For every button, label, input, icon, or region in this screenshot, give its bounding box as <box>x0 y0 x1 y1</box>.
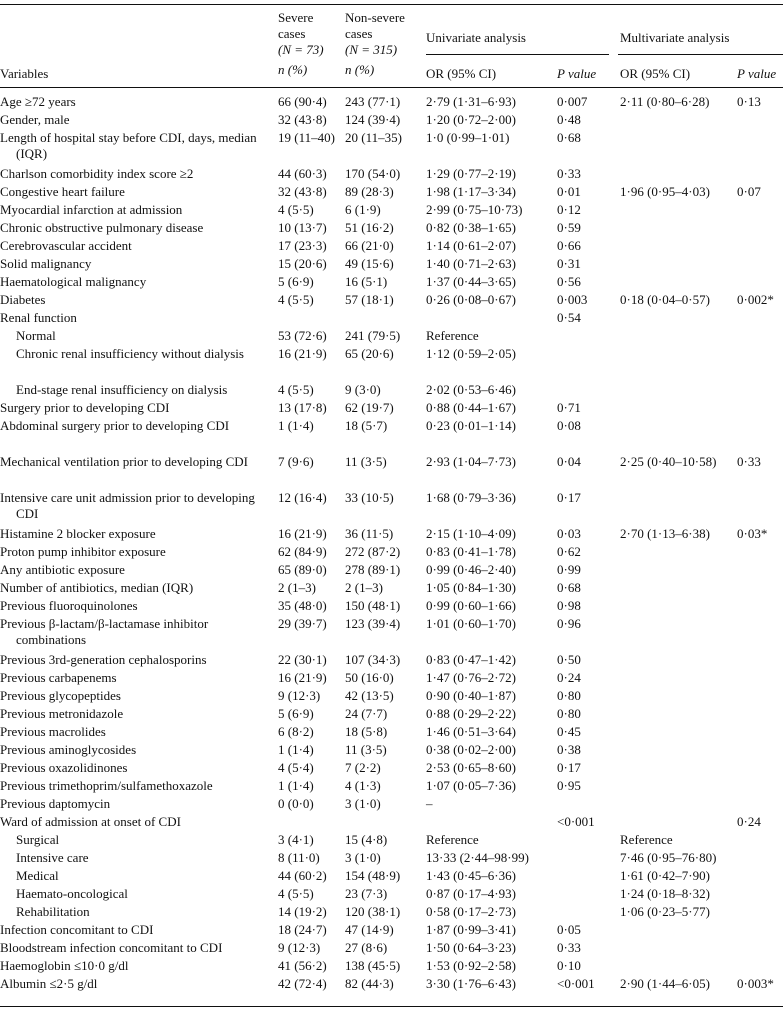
cell-nonsevere: 11 (3·5) <box>345 742 387 757</box>
row-label: Previous aminoglycosides <box>0 742 137 757</box>
header-multivariate-or: OR (95% CI) <box>620 66 691 81</box>
row-label: Rehabilitation <box>16 904 90 919</box>
cell-uor: 1·05 (0·84–1·30) <box>426 580 516 595</box>
cell-uor: 1·0 (0·99–1·01) <box>426 130 510 145</box>
cell-up: 0·45 <box>557 724 581 739</box>
cell-up: 0·50 <box>557 652 581 667</box>
cell-uor: 2·15 (1·10–4·09) <box>426 526 516 541</box>
cell-up: <0·001 <box>557 976 595 991</box>
cell-severe: 35 (48·0) <box>278 598 327 613</box>
cell-nonsevere: 120 (38·1) <box>345 904 401 919</box>
cell-up: 0·17 <box>557 490 581 505</box>
cell-up: 0·01 <box>557 184 581 199</box>
univariate-rule <box>426 54 609 55</box>
cell-nonsevere: 62 (19·7) <box>345 400 394 415</box>
header-multivariate: Multivariate analysis <box>620 30 730 45</box>
row-label: Charlson comorbidity index score ≥2 <box>0 166 194 181</box>
cell-severe: 4 (5·4) <box>278 760 314 775</box>
row-label: Medical <box>16 868 59 883</box>
cell-nonsevere: 170 (54·0) <box>345 166 401 181</box>
cell-severe: 32 (43·8) <box>278 184 327 199</box>
cell-uor: 0·88 (0·44–1·67) <box>426 400 516 415</box>
cell-nonsevere: 57 (18·1) <box>345 292 394 307</box>
cell-severe: 41 (56·2) <box>278 958 327 973</box>
cell-nonsevere: 16 (5·1) <box>345 274 388 289</box>
row-label: Previous trimethoprim/sulfamethoxazole <box>0 778 213 793</box>
cell-severe: 9 (12·3) <box>278 688 321 703</box>
cell-up: 0·98 <box>557 598 581 613</box>
header-univariate-or: OR (95% CI) <box>426 66 497 81</box>
header-rule <box>0 87 783 88</box>
cell-uor: 0·83 (0·47–1·42) <box>426 652 516 667</box>
cell-mp: 0·33 <box>737 454 761 469</box>
cell-up: 0·66 <box>557 238 581 253</box>
cell-severe: 7 (9·6) <box>278 454 314 469</box>
cell-nonsevere: 24 (7·7) <box>345 706 388 721</box>
cell-nonsevere: 124 (39·4) <box>345 112 401 127</box>
header-nonsevere-1: Non-severe <box>345 10 405 25</box>
cell-severe: 32 (43·8) <box>278 112 327 127</box>
row-label: Intensive care unit admission prior to developing CDI <box>0 490 255 521</box>
cell-nonsevere: 123 (39·4) <box>345 616 401 631</box>
row-label: Intensive care <box>16 850 89 865</box>
cell-severe: 8 (11·0) <box>278 850 320 865</box>
cell-up: 0·03 <box>557 526 581 541</box>
cell-nonsevere: 51 (16·2) <box>345 220 394 235</box>
cell-up: 0·05 <box>557 922 581 937</box>
cell-mp: 0·002* <box>737 292 774 307</box>
header-variables: Variables <box>0 66 49 81</box>
cell-severe: 6 (8·2) <box>278 724 314 739</box>
cell-nonsevere: 107 (34·3) <box>345 652 401 667</box>
row-label: Albumin ≤2·5 g/dl <box>0 976 98 991</box>
cell-up: 0·96 <box>557 616 581 631</box>
cell-uor: 1·07 (0·05–7·36) <box>426 778 516 793</box>
cell-severe: 16 (21·9) <box>278 526 327 541</box>
row-label: Surgical <box>16 832 60 847</box>
cell-mor: 7·46 (0·95–76·80) <box>620 850 717 865</box>
header-severe-1: Severe <box>278 10 314 25</box>
cell-severe: 5 (6·9) <box>278 274 314 289</box>
row-label: Previous macrolides <box>0 724 106 739</box>
row-label: Myocardial infarction at admission <box>0 202 183 217</box>
cell-up: 0·33 <box>557 940 581 955</box>
row-label: Haematological malignancy <box>0 274 147 289</box>
row-label: Mechanical ventilation prior to developing CDI <box>0 454 249 469</box>
cell-nonsevere: 4 (1·3) <box>345 778 381 793</box>
cell-uor: 1·87 (0·99–3·41) <box>426 922 516 937</box>
cell-up: 0·31 <box>557 256 581 271</box>
cell-uor: 0·58 (0·17–2·73) <box>426 904 516 919</box>
cell-mp: 0·03* <box>737 526 768 541</box>
cell-uor: 0·90 (0·40–1·87) <box>426 688 516 703</box>
cell-up: 0·04 <box>557 454 581 469</box>
cell-nonsevere: 2 (1–3) <box>345 580 383 595</box>
cell-severe: 17 (23·3) <box>278 238 327 253</box>
cell-nonsevere: 18 (5·7) <box>345 418 388 433</box>
cell-uor: 1·50 (0·64–3·23) <box>426 940 516 955</box>
cell-mor: 1·61 (0·42–7·90) <box>620 868 710 883</box>
header-severe-n: (N = 73) <box>278 42 324 57</box>
cell-nonsevere: 18 (5·8) <box>345 724 388 739</box>
cell-severe: 1 (1·4) <box>278 418 314 433</box>
cell-nonsevere: 7 (2·2) <box>345 760 381 775</box>
row-label: Gender, male <box>0 112 70 127</box>
cell-nonsevere: 138 (45·5) <box>345 958 401 973</box>
cell-mp: 0·24 <box>737 814 761 829</box>
cell-severe: 16 (21·9) <box>278 670 327 685</box>
row-label: Histamine 2 blocker exposure <box>0 526 156 541</box>
cell-uor: Reference <box>426 832 479 847</box>
row-label: Previous fluoroquinolones <box>0 598 138 613</box>
cell-severe: 19 (11–40) <box>278 130 335 145</box>
cell-severe: 4 (5·5) <box>278 382 314 397</box>
cell-severe: 44 (60·2) <box>278 868 327 883</box>
row-label: Bloodstream infection concomitant to CDI <box>0 940 223 955</box>
row-label: Previous oxazolidinones <box>0 760 128 775</box>
cell-uor: 1·68 (0·79–3·36) <box>426 490 516 505</box>
cell-up: 0·71 <box>557 400 581 415</box>
cell-uor: 0·99 (0·60–1·66) <box>426 598 516 613</box>
cell-severe: 10 (13·7) <box>278 220 327 235</box>
cell-up: 0·12 <box>557 202 581 217</box>
cell-mor: 1·06 (0·23–5·77) <box>620 904 710 919</box>
cell-nonsevere: 42 (13·5) <box>345 688 394 703</box>
cell-uor: 2·99 (0·75–10·73) <box>426 202 523 217</box>
row-label: Previous metronidazole <box>0 706 124 721</box>
cell-nonsevere: 241 (79·5) <box>345 328 401 343</box>
row-label: Chronic obstructive pulmonary disease <box>0 220 204 235</box>
cell-severe: 53 (72·6) <box>278 328 327 343</box>
cell-nonsevere: 11 (3·5) <box>345 454 387 469</box>
cell-uor: 0·87 (0·17–4·93) <box>426 886 516 901</box>
cell-severe: 1 (1·4) <box>278 742 314 757</box>
cell-severe: 4 (5·5) <box>278 886 314 901</box>
row-label: Previous 3rd-generation cephalosporins <box>0 652 207 667</box>
cell-nonsevere: 36 (11·5) <box>345 526 394 541</box>
row-label: Previous carbapenems <box>0 670 117 685</box>
row-label: Diabetes <box>0 292 46 307</box>
cell-severe: 15 (20·6) <box>278 256 327 271</box>
row-label: Previous glycopeptides <box>0 688 121 703</box>
cell-up: 0·56 <box>557 274 581 289</box>
cell-up: 0·007 <box>557 94 588 109</box>
cell-uor: 0·99 (0·46–2·40) <box>426 562 516 577</box>
cell-uor: 0·23 (0·01–1·14) <box>426 418 516 433</box>
cell-up: 0·99 <box>557 562 581 577</box>
cell-uor: 0·38 (0·02–2·00) <box>426 742 516 757</box>
header-severe-2: cases <box>278 26 306 41</box>
cell-nonsevere: 66 (21·0) <box>345 238 394 253</box>
cell-up: 0·62 <box>557 544 581 559</box>
cell-uor: 0·88 (0·29–2·22) <box>426 706 516 721</box>
cell-uor: – <box>426 796 433 811</box>
cell-severe: 4 (5·5) <box>278 292 314 307</box>
cell-nonsevere: 272 (87·2) <box>345 544 401 559</box>
cell-up: 0·68 <box>557 580 581 595</box>
row-label: Any antibiotic exposure <box>0 562 125 577</box>
cell-severe: 16 (21·9) <box>278 346 327 361</box>
row-label: Length of hospital stay before CDI, days, median (IQR) <box>0 130 257 161</box>
cell-severe: 12 (16·4) <box>278 490 327 505</box>
row-label: Chronic renal insufficiency without dialysis <box>16 346 244 361</box>
row-label: Previous daptomycin <box>0 796 111 811</box>
cell-up: 0·38 <box>557 742 581 757</box>
cell-nonsevere: 150 (48·1) <box>345 598 401 613</box>
cell-nonsevere: 47 (14·9) <box>345 922 394 937</box>
header-nonsevere-unit: n (%) <box>345 62 375 77</box>
row-label: Proton pump inhibitor exposure <box>0 544 166 559</box>
cell-up: 0·68 <box>557 130 581 145</box>
cell-uor: 2·02 (0·53–6·46) <box>426 382 516 397</box>
row-label: Haemoglobin ≤10·0 g/dl <box>0 958 129 973</box>
cell-severe: 5 (6·9) <box>278 706 314 721</box>
cell-uor: 0·82 (0·38–1·65) <box>426 220 516 235</box>
row-label: Previous β-lactam/β-lactamase inhibitor combinations <box>0 616 209 647</box>
cell-up: 0·80 <box>557 688 581 703</box>
header-univariate-p: P value <box>557 66 597 81</box>
cell-mor: 1·24 (0·18–8·32) <box>620 886 710 901</box>
cell-mor: 2·70 (1·13–6·38) <box>620 526 710 541</box>
cell-up: 0·003 <box>557 292 588 307</box>
cell-up: 0·17 <box>557 760 581 775</box>
cell-nonsevere: 49 (15·6) <box>345 256 394 271</box>
row-label: End-stage renal insufficiency on dialysis <box>16 382 228 397</box>
cell-mor: Reference <box>620 832 673 847</box>
cell-severe: 44 (60·3) <box>278 166 327 181</box>
cell-uor: 3·30 (1·76–6·43) <box>426 976 516 991</box>
cell-uor: 1·98 (1·17–3·34) <box>426 184 516 199</box>
cell-mor: 2·11 (0·80–6·28) <box>620 94 710 109</box>
cell-uor: 1·53 (0·92–2·58) <box>426 958 516 973</box>
top-rule <box>0 4 783 5</box>
cell-uor: 2·93 (1·04–7·73) <box>426 454 516 469</box>
cell-up: 0·48 <box>557 112 581 127</box>
cell-uor: 1·43 (0·45–6·36) <box>426 868 516 883</box>
cell-severe: 4 (5·5) <box>278 202 314 217</box>
header-univariate: Univariate analysis <box>426 30 526 45</box>
cell-up: 0·33 <box>557 166 581 181</box>
cell-uor: 0·83 (0·41–1·78) <box>426 544 516 559</box>
cell-uor: 1·47 (0·76–2·72) <box>426 670 516 685</box>
cell-severe: 22 (30·1) <box>278 652 327 667</box>
cell-nonsevere: 15 (4·8) <box>345 832 388 847</box>
cell-severe: 13 (17·8) <box>278 400 327 415</box>
header-nonsevere-n: (N = 315) <box>345 42 398 57</box>
cell-up: 0·95 <box>557 778 581 793</box>
cell-uor: 13·33 (2·44–98·99) <box>426 850 529 865</box>
row-label: Infection concomitant to CDI <box>0 922 154 937</box>
row-label: Congestive heart failure <box>0 184 125 199</box>
row-label: Normal <box>16 328 56 343</box>
cell-uor: 1·29 (0·77–2·19) <box>426 166 516 181</box>
row-label: Renal function <box>0 310 77 325</box>
cell-nonsevere: 278 (89·1) <box>345 562 401 577</box>
cell-uor: 2·79 (1·31–6·93) <box>426 94 516 109</box>
cell-severe: 29 (39·7) <box>278 616 327 631</box>
cell-severe: 1 (1·4) <box>278 778 314 793</box>
row-label: Ward of admission at onset of CDI <box>0 814 181 829</box>
cell-mor: 1·96 (0·95–4·03) <box>620 184 710 199</box>
cell-severe: 14 (19·2) <box>278 904 327 919</box>
cell-uor: 1·12 (0·59–2·05) <box>426 346 516 361</box>
cell-mor: 2·25 (0·40–10·58) <box>620 454 717 469</box>
cell-up: 0·54 <box>557 310 581 325</box>
cell-mor: 2·90 (1·44–6·05) <box>620 976 710 991</box>
cell-nonsevere: 3 (1·0) <box>345 796 381 811</box>
cell-nonsevere: 154 (48·9) <box>345 868 401 883</box>
cell-severe: 42 (72·4) <box>278 976 327 991</box>
cell-nonsevere: 50 (16·0) <box>345 670 394 685</box>
row-label: Surgery prior to developing CDI <box>0 400 170 415</box>
cell-severe: 65 (89·0) <box>278 562 327 577</box>
cell-nonsevere: 6 (1·9) <box>345 202 381 217</box>
cell-mp: 0·13 <box>737 94 761 109</box>
cell-uor: 0·26 (0·08–0·67) <box>426 292 516 307</box>
cell-severe: 66 (90·4) <box>278 94 327 109</box>
row-label: Cerebrovascular accident <box>0 238 132 253</box>
row-label: Haemato-oncological <box>16 886 128 901</box>
row-label: Age ≥72 years <box>0 94 76 109</box>
bottom-rule <box>0 1006 783 1007</box>
cell-severe: 18 (24·7) <box>278 922 327 937</box>
cell-up: 0·59 <box>557 220 581 235</box>
cell-up: 0·80 <box>557 706 581 721</box>
cell-uor: 1·40 (0·71–2·63) <box>426 256 516 271</box>
cell-mp: 0·07 <box>737 184 761 199</box>
cell-nonsevere: 243 (77·1) <box>345 94 401 109</box>
cell-severe: 3 (4·1) <box>278 832 314 847</box>
cell-nonsevere: 20 (11–35) <box>345 130 402 145</box>
cell-nonsevere: 65 (20·6) <box>345 346 394 361</box>
cell-uor: 1·46 (0·51–3·64) <box>426 724 516 739</box>
row-label: Number of antibiotics, median (IQR) <box>0 580 194 595</box>
header-severe-unit: n (%) <box>278 62 308 77</box>
cell-nonsevere: 33 (10·5) <box>345 490 394 505</box>
cell-severe: 2 (1–3) <box>278 580 316 595</box>
cell-nonsevere: 27 (8·6) <box>345 940 388 955</box>
multivariate-rule <box>618 54 783 55</box>
cell-nonsevere: 89 (28·3) <box>345 184 394 199</box>
cell-severe: 9 (12·3) <box>278 940 321 955</box>
cell-up: <0·001 <box>557 814 595 829</box>
cell-severe: 62 (84·9) <box>278 544 327 559</box>
header-nonsevere-2: cases <box>345 26 373 41</box>
cell-up: 0·24 <box>557 670 581 685</box>
cell-uor: 1·14 (0·61–2·07) <box>426 238 516 253</box>
cell-mp: 0·003* <box>737 976 774 991</box>
cell-nonsevere: 9 (3·0) <box>345 382 381 397</box>
row-label: Solid malignancy <box>0 256 92 271</box>
cell-uor: 1·37 (0·44–3·65) <box>426 274 516 289</box>
header-multivariate-p: P value <box>737 66 777 81</box>
cell-uor: Reference <box>426 328 479 343</box>
row-label: Abdominal surgery prior to developing CDI <box>0 418 230 433</box>
cell-nonsevere: 82 (44·3) <box>345 976 394 991</box>
cell-up: 0·10 <box>557 958 581 973</box>
cell-uor: 1·01 (0·60–1·70) <box>426 616 516 631</box>
cell-mor: 0·18 (0·04–0·57) <box>620 292 710 307</box>
cell-up: 0·08 <box>557 418 581 433</box>
cell-nonsevere: 23 (7·3) <box>345 886 388 901</box>
cell-nonsevere: 3 (1·0) <box>345 850 381 865</box>
cell-uor: 1·20 (0·72–2·00) <box>426 112 516 127</box>
cell-severe: 0 (0·0) <box>278 796 314 811</box>
cell-uor: 2·53 (0·65–8·60) <box>426 760 516 775</box>
